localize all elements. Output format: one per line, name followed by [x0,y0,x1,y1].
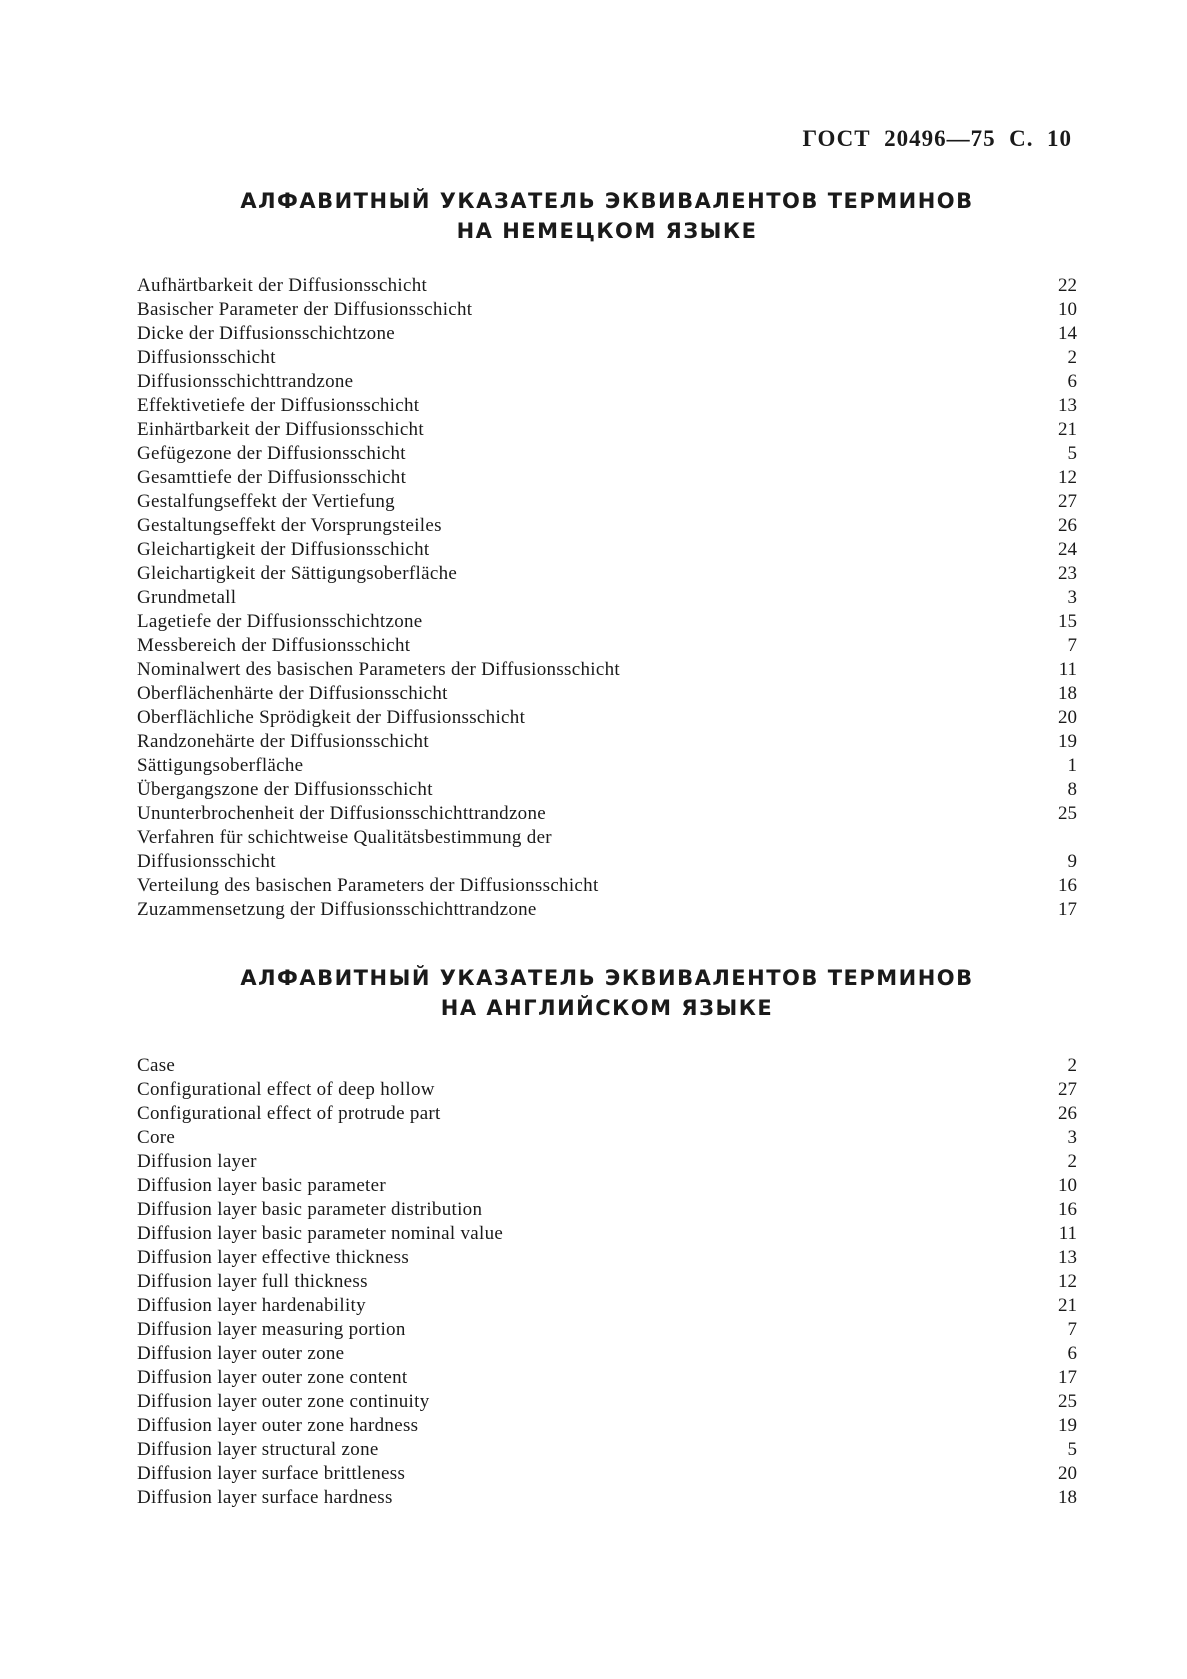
index-entry [137,1414,1077,1438]
index-term-number: 12 [1058,1271,1077,1292]
index-term: Diffusion layer outer zone content [137,1367,408,1388]
index-entry [137,1366,1077,1390]
index-entry [137,562,1077,586]
index-term-number: 6 [1067,371,1077,392]
index-term-number: 12 [1058,467,1077,488]
index-term-number: 6 [1067,1343,1077,1364]
index-term-number: 16 [1058,875,1077,896]
index-term-number: 9 [1067,851,1077,872]
index-term-number: 5 [1067,1439,1077,1460]
index-term: Gestaltungseffekt der Vorsprungsteiles [137,515,442,536]
index-entry [137,682,1077,706]
index-term: Messbereich der Diffusionsschicht [137,635,411,656]
index-term-number: 5 [1067,443,1077,464]
index-entry [137,898,1077,922]
index-term: Grundmetall [137,587,237,608]
english-title-line1: АЛФАВИТНЫЙ УКАЗАТЕЛЬ ЭКВИВАЛЕНТОВ ТЕРМИНОВ [240,966,974,990]
index-term: Einhärtbarkeit der Diffusionsschicht [137,419,424,440]
index-term: Diffusion layer outer zone hardness [137,1415,419,1436]
index-term-number: 20 [1058,1463,1077,1484]
index-entry [137,418,1077,442]
index-entry [137,490,1077,514]
index-term: Diffusion layer structural zone [137,1439,379,1460]
index-term-number: 2 [1067,1151,1077,1172]
index-term: Diffusion layer basic parameter distribution [137,1199,483,1220]
index-term-number: 11 [1058,659,1077,680]
index-entry [137,658,1077,682]
index-term-number: 19 [1058,1415,1077,1436]
index-term-number: 7 [1067,1319,1077,1340]
index-entry [137,778,1077,802]
index-term-number: 2 [1067,347,1077,368]
index-entry [137,514,1077,538]
index-term: Diffusion layer basic parameter [137,1175,386,1196]
index-term: Diffusion layer outer zone [137,1343,345,1364]
index-term: Diffusion layer hardenability [137,1295,366,1316]
index-term-number: 20 [1058,707,1077,728]
index-term: Diffusion layer measuring portion [137,1319,406,1340]
german-title-line2: НА НЕМЕЦКОМ ЯЗЫКЕ [456,219,758,243]
index-entry [137,466,1077,490]
index-entry [137,1270,1077,1294]
index-entry [137,874,1077,898]
index-term: Effektivetiefe der Diffusionsschicht [137,395,420,416]
index-term: Gefügezone der Diffusionsschicht [137,443,406,464]
index-term: Verfahren für schichtweise Qualitätsbestimmung der Diffusionsschicht [137,827,552,872]
german-index-section [137,186,1077,922]
index-entry [137,730,1077,754]
index-term: Gestalfungseffekt der Vertiefung [137,491,395,512]
index-entry [137,1486,1077,1510]
index-term-number: 17 [1058,1367,1077,1388]
index-term: Zuzammensetzung der Diffusionsschichttrandzone [137,899,537,920]
index-term: Dicke der Diffusionsschichtzone [137,323,395,344]
index-entry [137,1390,1077,1414]
index-entry [137,826,1077,874]
page-header: ГОСТ 20496—75 С. 10 [802,126,1072,151]
index-term: Sättigungsoberfläche [137,755,304,776]
german-index-list [137,274,1077,922]
index-term-number: 3 [1067,1127,1077,1148]
index-entry [137,706,1077,730]
index-entry [137,634,1077,658]
index-term-number: 8 [1067,779,1077,800]
index-term-number: 21 [1058,1295,1077,1316]
index-term: Diffusion layer full thickness [137,1271,368,1292]
index-term: Gleichartigkeit der Sättigungsoberfläche [137,563,458,584]
index-entry [137,442,1077,466]
index-entry [137,298,1077,322]
index-term-number: 13 [1058,395,1077,416]
index-term-number: 21 [1058,419,1077,440]
index-term-number: 11 [1058,1223,1077,1244]
index-term-number: 25 [1058,803,1077,824]
index-term-number: 14 [1058,323,1077,344]
index-entry [137,1174,1077,1198]
index-term: Case [137,1055,176,1076]
index-entry [137,1342,1077,1366]
index-entry [137,322,1077,346]
index-entry [137,274,1077,298]
index-entry [137,346,1077,370]
index-term-number: 22 [1058,275,1077,296]
index-term-number: 15 [1058,611,1077,632]
index-entry [137,1462,1077,1486]
index-term: Diffusion layer surface hardness [137,1487,393,1508]
index-term-number: 10 [1058,299,1077,320]
index-term: Ununterbrochenheit der Diffusionsschichttrandzone [137,803,547,824]
index-term: Oberflächliche Sprödigkeit der Diffusionsschicht [137,707,526,728]
index-entry [137,754,1077,778]
german-index-title [137,186,1077,246]
english-index-list [137,1054,1077,1510]
index-entry [137,1318,1077,1342]
index-term: Randzonehärte der Diffusionsschicht [137,731,429,752]
index-term: Core [137,1127,176,1148]
index-term-number: 26 [1058,515,1077,536]
index-term: Oberflächenhärte der Diffusionsschicht [137,683,448,704]
index-term: Configurational effect of protrude part [137,1103,441,1124]
index-term-number: 17 [1058,899,1077,920]
index-term: Verteilung des basischen Parameters der Diffusionsschicht [137,875,599,896]
index-term-number: 18 [1058,1487,1077,1508]
index-entry [137,1438,1077,1462]
index-entry [137,1246,1077,1270]
index-term: Diffusion layer surface brittleness [137,1463,406,1484]
index-term: Diffusion layer [137,1151,257,1172]
index-term-number: 16 [1058,1199,1077,1220]
index-term-number: 19 [1058,731,1077,752]
english-index-title [137,963,1077,1023]
index-entry [137,538,1077,562]
index-term: Diffusion layer effective thickness [137,1247,410,1268]
index-entry [137,394,1077,418]
index-entry [137,802,1077,826]
index-term: Diffusion layer outer zone continuity [137,1391,430,1412]
index-entry [137,1126,1077,1150]
index-term: Basischer Parameter der Diffusionsschicht [137,299,473,320]
index-entry [137,1102,1077,1126]
index-term-number: 13 [1058,1247,1077,1268]
index-entry [137,1198,1077,1222]
index-term: Diffusionsschicht [137,347,276,368]
index-term-number: 10 [1058,1175,1077,1196]
english-index-section [137,963,1077,1510]
english-title-line2: НА АНГЛИЙСКОМ ЯЗЫКЕ [440,996,774,1020]
index-term-number: 24 [1058,539,1077,560]
index-term-number: 26 [1058,1103,1077,1124]
index-entry [137,1150,1077,1174]
german-title-line1: АЛФАВИТНЫЙ УКАЗАТЕЛЬ ЭКВИВАЛЕНТОВ ТЕРМИНОВ [240,189,974,213]
index-term-number: 1 [1067,755,1077,776]
index-entry [137,370,1077,394]
index-term: Gesamttiefe der Diffusionsschicht [137,467,407,488]
index-term: Übergangszone der Diffusionsschicht [137,779,433,800]
index-term-number: 18 [1058,683,1077,704]
index-term-number: 3 [1067,587,1077,608]
index-term: Diffusionsschichttrandzone [137,371,354,392]
index-entry [137,586,1077,610]
index-term: Configurational effect of deep hollow [137,1079,435,1100]
index-term-number: 27 [1058,491,1077,512]
index-term-number: 27 [1058,1079,1077,1100]
index-entry [137,1222,1077,1246]
index-term: Gleichartigkeit der Diffusionsschicht [137,539,430,560]
index-term: Diffusion layer basic parameter nominal value [137,1223,504,1244]
index-term: Aufhärtbarkeit der Diffusionsschicht [137,275,428,296]
index-term: Nominalwert des basischen Parameters der Diffusionsschicht [137,659,620,680]
index-entry [137,1054,1077,1078]
index-entry [137,610,1077,634]
index-term-number: 25 [1058,1391,1077,1412]
index-term-number: 7 [1067,635,1077,656]
index-term-number: 2 [1067,1055,1077,1076]
index-term-number: 23 [1058,563,1077,584]
index-term: Lagetiefe der Diffusionsschichtzone [137,611,423,632]
index-entry [137,1078,1077,1102]
index-entry [137,1294,1077,1318]
